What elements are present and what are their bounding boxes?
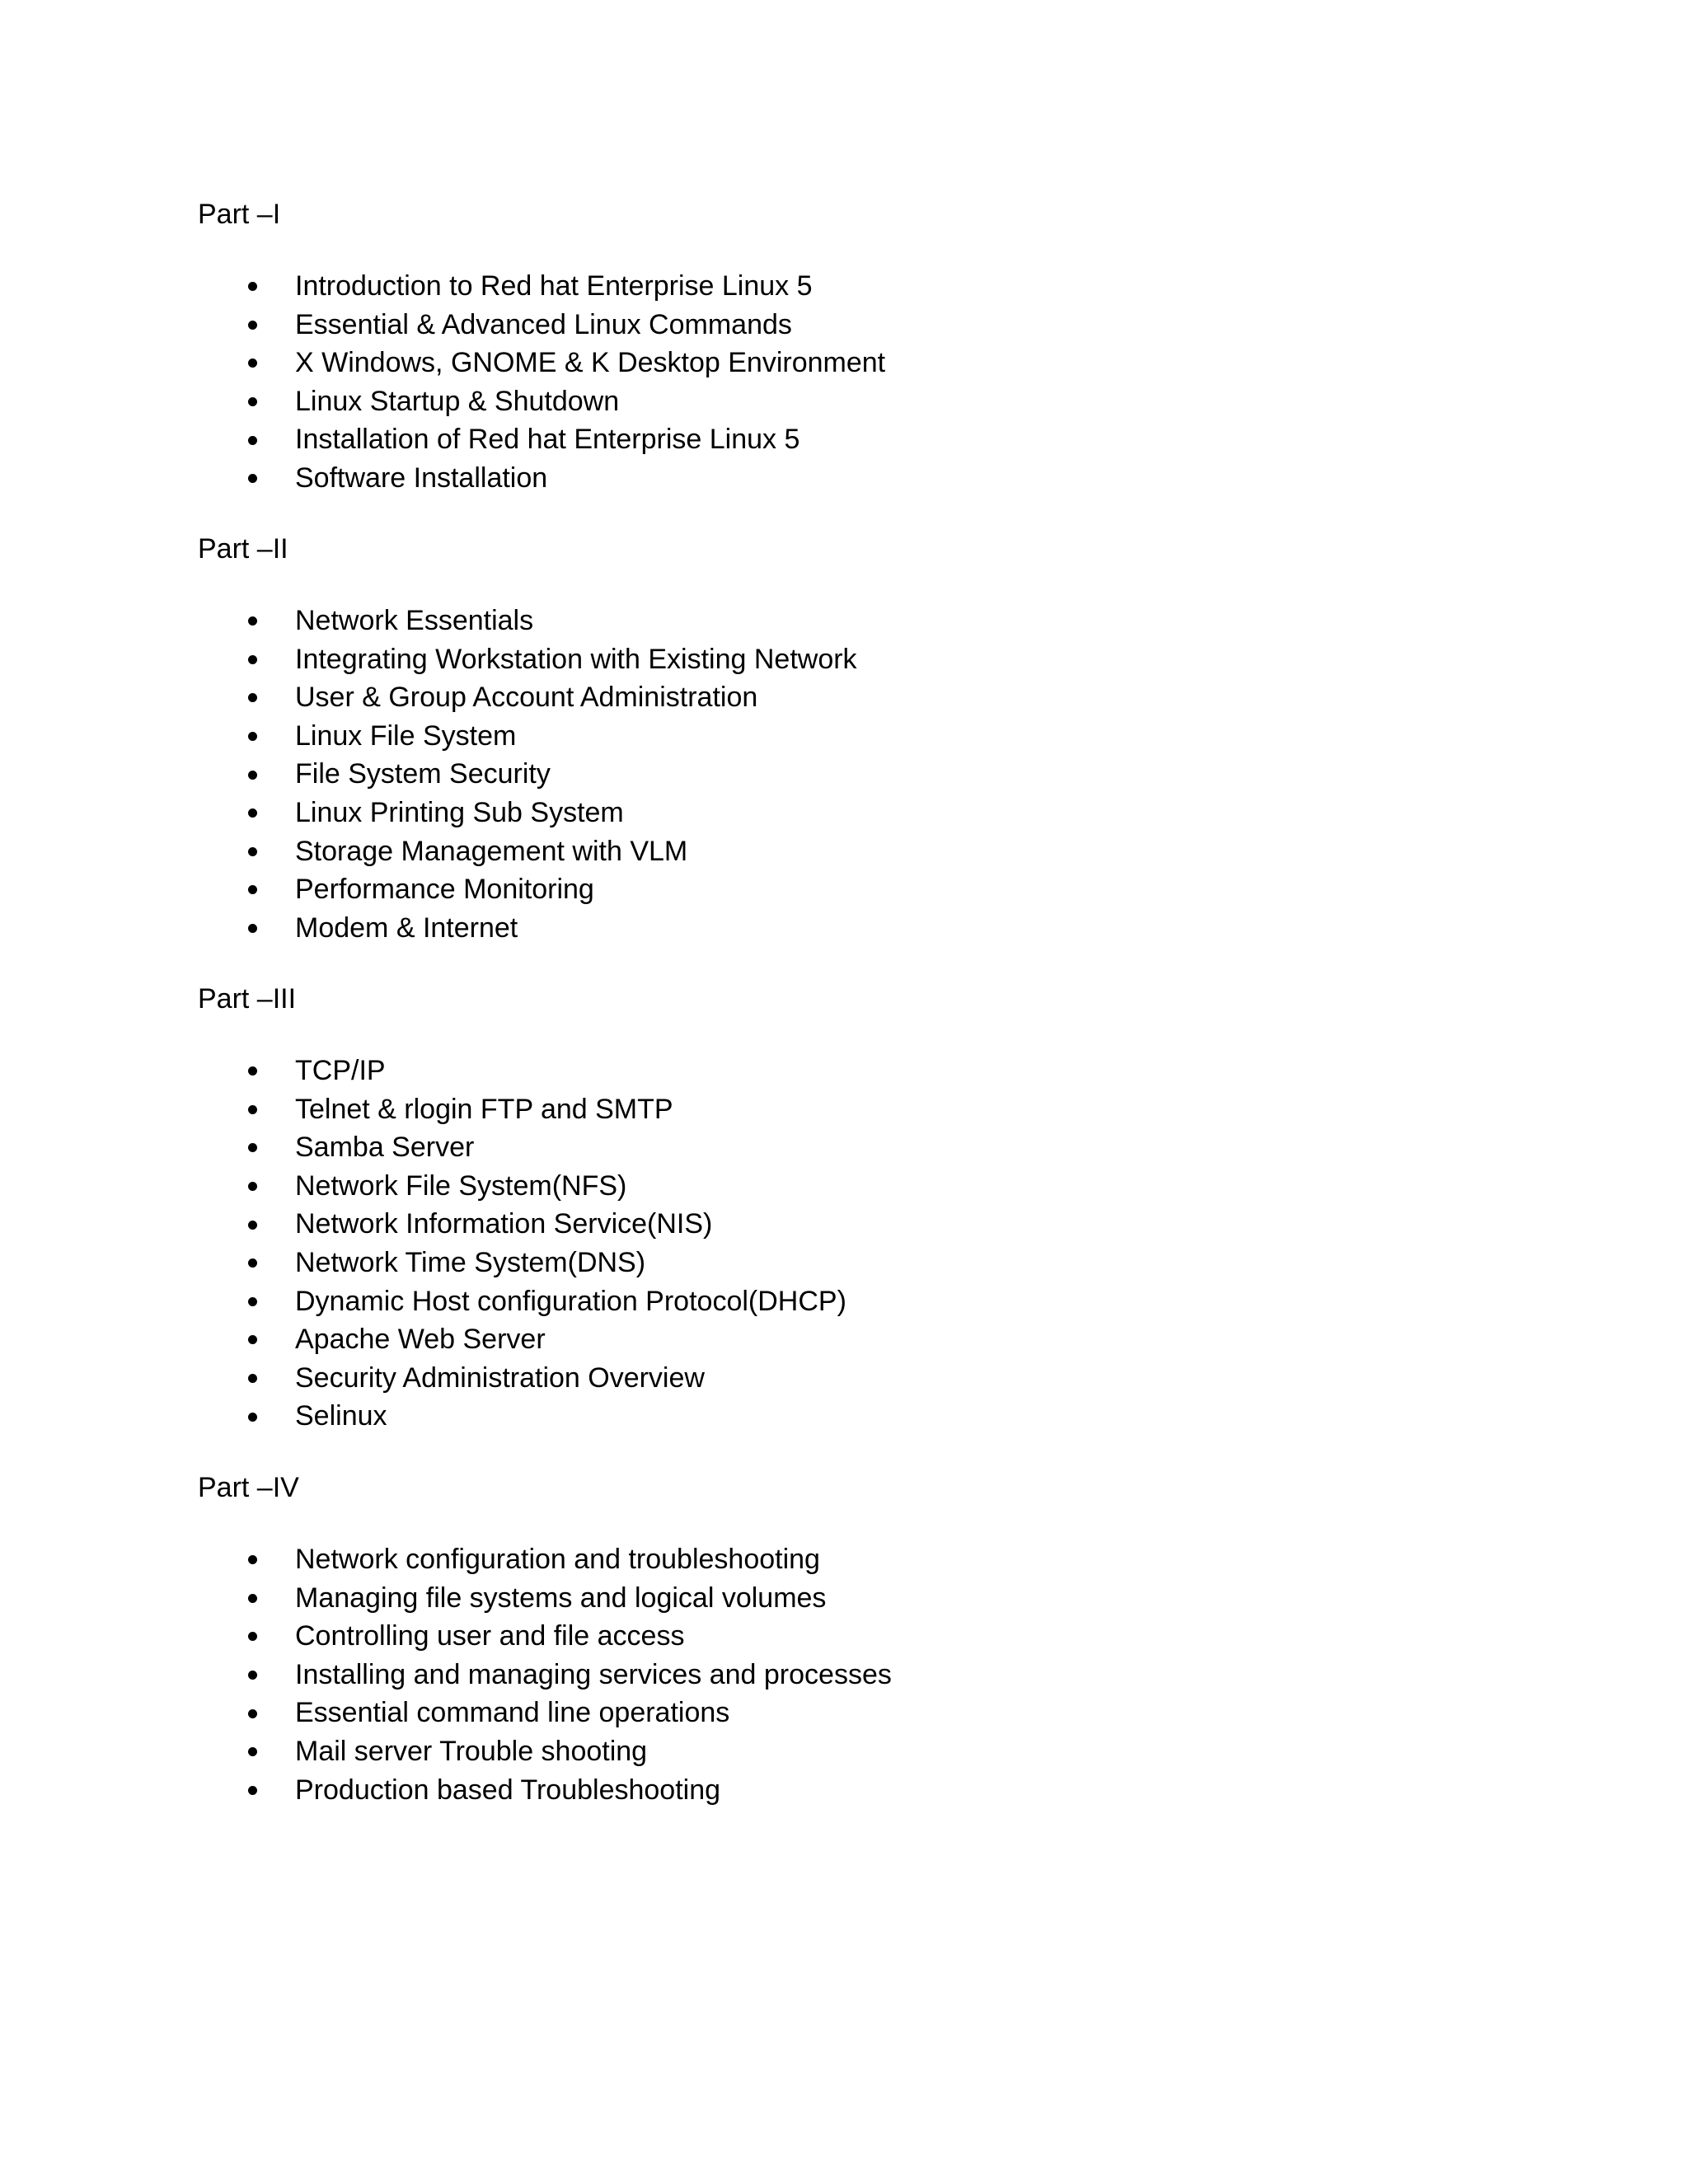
list-item-text: Security Administration Overview [295,1361,705,1394]
section-heading: Part –I [198,199,281,230]
list-item-text: X Windows, GNOME & K Desktop Environment [295,347,886,379]
list-item-text: Storage Management with VLM [295,835,688,867]
section-heading: Part –III [198,983,297,1015]
bullet-icon [248,1747,257,1756]
list-item-text: File System Security [295,758,551,790]
section-part-4 [198,1471,1434,1806]
list-item-text: Linux Startup & Shutdown [295,385,620,417]
list-item-text: Network Time System(DNS) [295,1246,646,1278]
bullet-icon [248,1143,257,1152]
bullet-icon [248,693,257,702]
bullet-icon [248,1374,257,1383]
list-item-text: Controlling user and file access [295,1620,685,1652]
bullet-icon [248,616,257,626]
bullet-icon [248,1105,257,1114]
bullet-icon [248,282,257,291]
list-item-text: Linux File System [295,719,517,752]
bullet-icon [248,885,257,894]
bullet-icon [248,359,257,368]
bullet-icon [248,1335,257,1344]
list-item-text: Selinux [295,1400,387,1432]
bullet-icon [248,436,257,445]
bullet-icon [248,1786,257,1795]
bullet-icon [248,1671,257,1680]
list-item-text: Network configuration and troubleshooting [295,1544,820,1575]
list-item-text: Network File System(NFS) [295,1169,627,1202]
section-part-1 [198,198,1434,494]
bullet-icon [248,1258,257,1268]
bullet-icon [248,1555,257,1564]
section-part-2 [198,532,1434,944]
list-item-text: Installation of Red hat Enterprise Linux 5 [295,424,800,456]
bullet-icon [248,808,257,818]
list-item-text: Essential command line operations [295,1697,730,1729]
section-heading: Part –IV [198,1472,299,1503]
list-item-text: Performance Monitoring [295,874,594,906]
bullet-icon [248,1182,257,1191]
list-item-text: User & Group Account Administration [295,682,758,714]
list-item-text: Samba Server [295,1132,475,1164]
bullet-icon [248,474,257,483]
list-item-text: Telnet & rlogin FTP and SMTP [295,1093,673,1125]
list-item-text: Mail server Trouble shooting [295,1735,648,1767]
list-item-text: Introduction to Red hat Enterprise Linux 5 [295,270,813,302]
list-item-text: Production based Troubleshooting [295,1774,721,1806]
bullet-icon [248,655,257,664]
list-item-text: Software Installation [295,462,548,494]
bullet-icon [248,1221,257,1230]
section-heading: Part –II [198,533,288,565]
bullet-icon [248,1297,257,1306]
list-item-text: Installing and managing services and processes [295,1658,892,1690]
bullet-icon [248,732,257,741]
list-item-text: Apache Web Server [295,1324,546,1356]
list-item-text: Network Information Service(NIS) [295,1208,713,1240]
list-item-text: Integrating Workstation with Existing Network [295,643,857,675]
bullet-icon [248,1594,257,1603]
list-item-text: Dynamic Host configuration Protocol(DHCP) [295,1285,846,1317]
list-item-text: Linux Printing Sub System [295,796,624,828]
bullet-icon [248,1413,257,1422]
list-item-text: TCP/IP [295,1055,386,1086]
section-part-3 [198,982,1434,1432]
bullet-icon [248,847,257,856]
bullet-icon [248,771,257,780]
bullet-icon [248,397,257,406]
list-item-text: Network Essentials [295,605,534,636]
list-item-text: Managing file systems and logical volumes [295,1582,827,1614]
list-item-text: Modem & Internet [295,912,518,944]
bullet-icon [248,321,257,330]
bullet-icon [248,924,257,933]
bullet-icon [248,1632,257,1641]
list-item-text: Essential & Advanced Linux Commands [295,308,792,340]
bullet-icon [248,1066,257,1076]
bullet-icon [248,1709,257,1718]
